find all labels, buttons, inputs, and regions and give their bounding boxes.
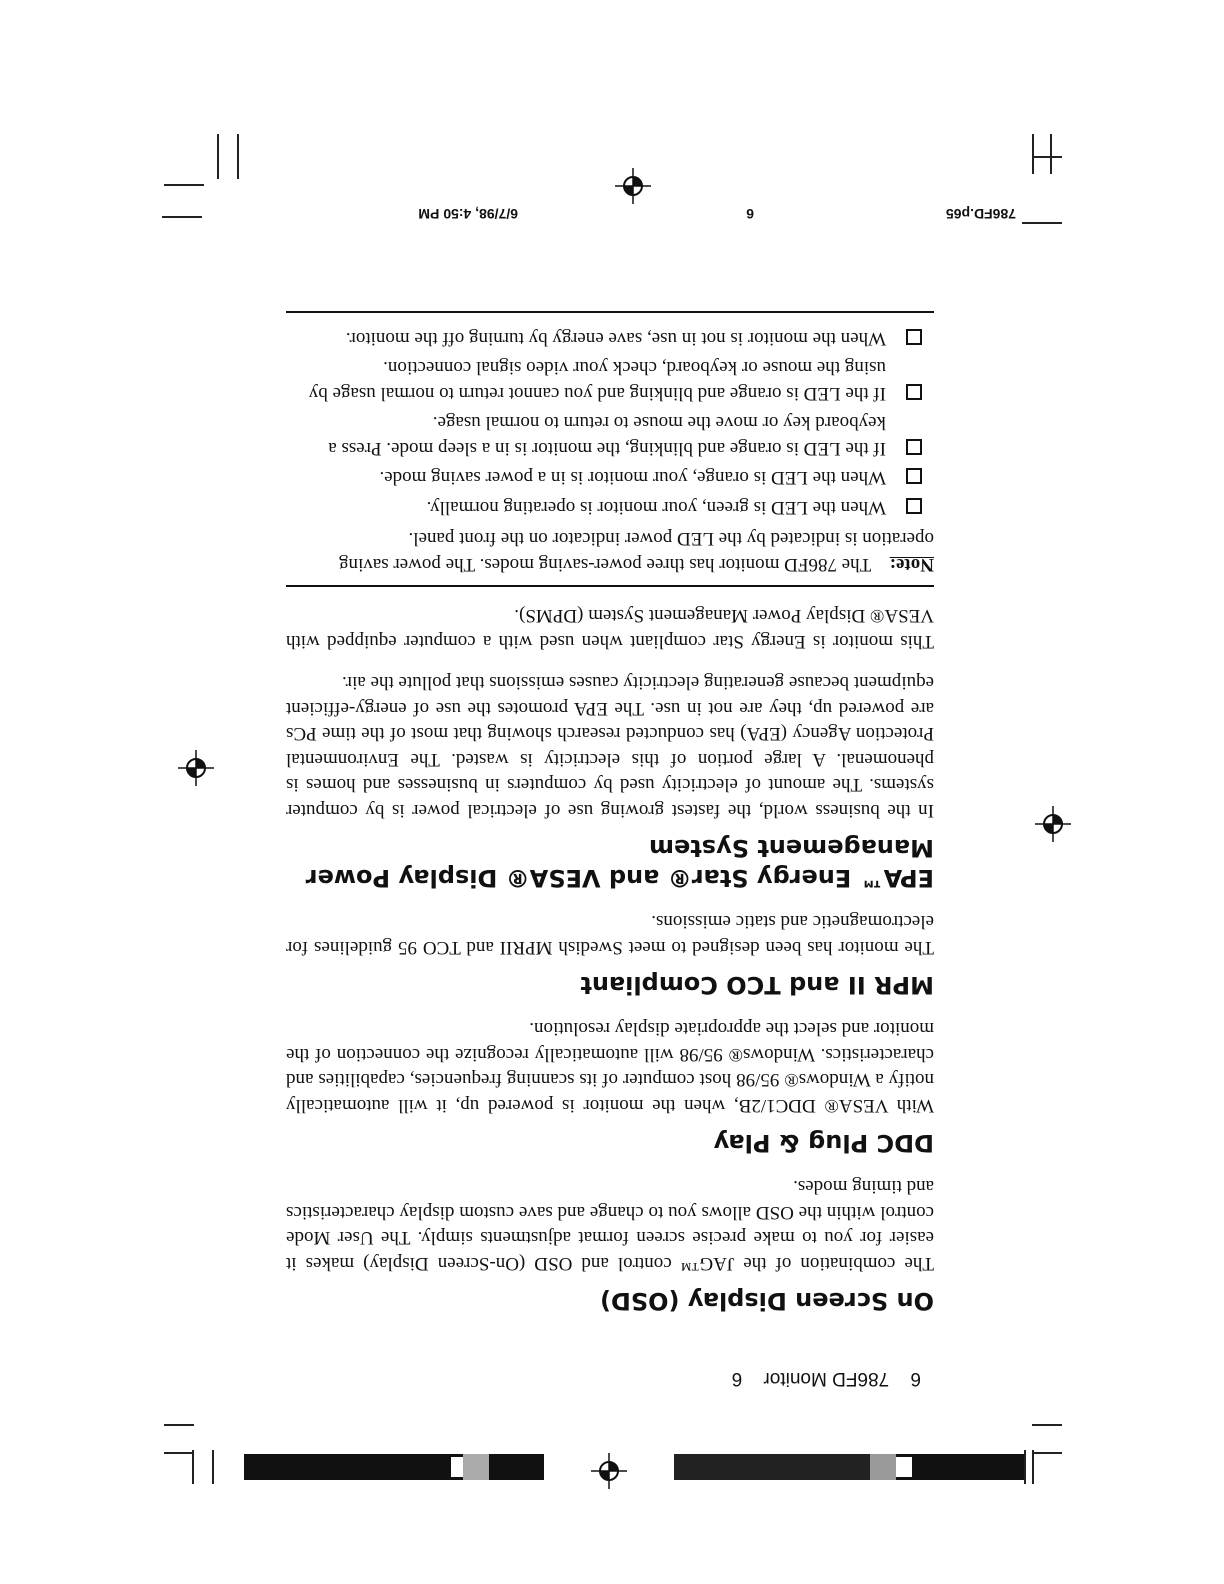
main-content [286,312,934,1317]
paragraph: In the business world, the fastest growing use of electrical power is by computer systems. The amount of electricity used by computers in businesses and homes is phenomenal. A large portion of this electricity is wasted. The Environmental Protection Agency (EPA) has conducted research showing that most of the time PCs are powered up, they are not in use. The EPA promotes the use of energy-efficient equipment because generating electricity causes emissions that pollute the air. [286,672,934,821]
crop-mark [164,1452,194,1454]
registration-mark-icon [591,1453,627,1489]
page-number: 6 [910,1368,921,1389]
paragraph: With VESA® DDC1/2B, when the monitor is powered up, it will automatically notify a Windows® 95/98 host computer of its scanning frequencies, capabilities and characteristics. Windows® 95/98 will automatically recognize the connection of the monitor and select the appropriate display resolution. [286,1018,934,1116]
section-epa [286,603,934,893]
list-item [286,495,934,521]
running-head-title: 786FD Monitor [763,1368,890,1389]
crop-mark [237,134,239,179]
section-title: On Screen Display (OSD) [599,1287,934,1315]
crop-mark [1032,134,1034,174]
crop-mark [1032,1450,1034,1484]
paragraph: This monitor is Energy Star compliant when used with a computer equipped with VESA® Display Power Management System (DPMS). [286,605,934,652]
list-item-text: When the monitor is not in use, save energy by turning off the monitor. [345,328,886,349]
printer-slug-datetime: 6/7/98, 4:50 PM [418,206,518,222]
checkbox-icon [906,329,922,345]
crop-mark [1050,134,1052,174]
printer-slug-file: 786FD.p65 [945,206,1016,222]
running-head [732,1367,921,1389]
crop-mark [212,1450,214,1484]
printer-slug-page: 6 [746,206,754,222]
crop-mark [1022,222,1062,224]
checkbox-icon [906,384,922,400]
crop-mark [217,134,219,179]
list-item-text: If the LED is orange and blinking, the monitor is in a sleep mode. Press a keyboard key or move the mouse to return to normal usage. [328,412,886,459]
paragraph: The monitor has been designed to meet Swedish MPRII and TCO 95 guidelines for electromagnetic and static emissions. [286,911,934,958]
note-list [286,326,934,521]
registration-mark-icon [615,168,651,204]
checkbox-icon [906,439,922,455]
crop-mark [164,1424,194,1426]
checkbox-icon [906,469,922,485]
crop-mark [1024,1450,1026,1484]
color-bar-left [674,1454,1024,1480]
crop-mark [1034,156,1062,158]
section-osd [286,1174,934,1316]
list-item [286,465,934,491]
list-item-text: When the LED is orange, your monitor is in a power saving mode. [379,467,886,489]
crop-mark [162,216,202,218]
page-number-right: 6 [731,1368,743,1389]
note-text [286,526,934,577]
list-item [286,410,934,461]
section-title: EPA™ Energy Star® and VESA® Display Power Management System [305,834,934,892]
list-item-text: If the LED is orange and blinking and you cannot return to normal usage by using the mouse or keyboard, check your video signal connection. [308,357,886,404]
crop-mark [1032,1452,1062,1454]
registration-mark-icon [178,750,214,786]
list-item [286,326,934,352]
section-mpr [286,909,934,1000]
section-title: MPR II and TCO Compliant [580,971,934,999]
paragraph: The combination of the JAG™ control and OSD (On-Screen Display) makes it easier for you to make precise screen format adjustments simply. The User Mode control within the OSD allows you to change and save custom display characteristics and timing modes. [286,1176,934,1274]
list-item [286,355,934,406]
color-bar-right [244,1454,544,1480]
checkbox-icon [906,498,922,514]
note-body: The 786FD monitor has three power-saving modes. The power saving operation is indicated by the LED power indicator on the front panel. [339,528,934,575]
note-box [286,312,934,588]
registration-mark-icon [1035,806,1071,842]
list-item-text: When the LED is green, your monitor is operating normally. [426,497,886,518]
crop-mark [164,184,204,186]
section-title: DDC Plug & Play [713,1129,934,1157]
section-ddc [286,1016,934,1158]
note-label: Note: [889,554,934,575]
crop-mark [1032,1424,1062,1426]
crop-mark [192,1450,194,1484]
